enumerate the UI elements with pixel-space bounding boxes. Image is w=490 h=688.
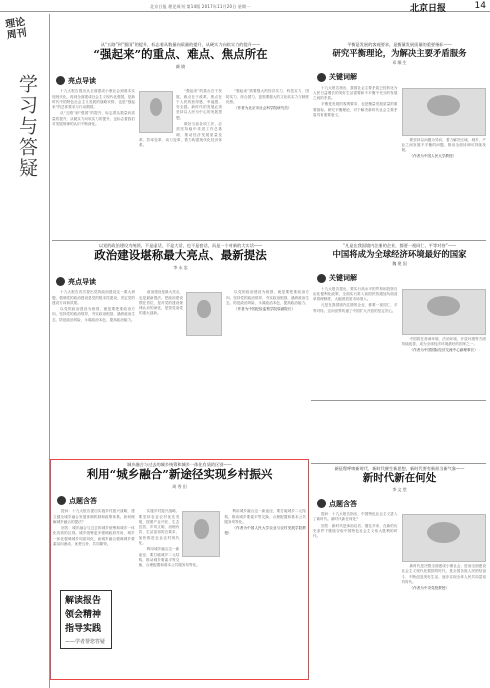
section-sidebar — [0, 14, 50, 688]
article-business-environment — [313, 243, 486, 398]
paragraph: 中国将在营商环境、法治环境、开放环境等方面持续改善，成为全球经济环境最好的国家之一。 — [401, 336, 486, 346]
paragraph: 以党的政治建设为统领，就是要把准政治方向，坚持党的政治领导，夯实政治根基，涵养政治生态，防范政治风险，永葆政治本色，提高政治能力。 — [52, 307, 135, 322]
author-note: （作者为中国纪检监察学院原副院长） — [234, 307, 296, 312]
article-headline: 利用“城乡融合”新途径实现乡村振兴 — [86, 467, 273, 481]
article-kicker: 从“五路”到“强国”的提升，标志着从数量向质量的提升，从硬实力向软实力的提升—— — [100, 42, 261, 47]
bullet-icon — [317, 274, 326, 283]
article-author: 邓 顺 生 — [392, 60, 407, 66]
paragraph: 平衡是发展的客观要求，也是衡量发展质量的重要指标。研究平衡理论，对于解决新时代社会主要矛盾具有重要意义。 — [313, 102, 398, 118]
paragraph: 回答：新时代是承前启后、继往开来、在新的历史条件下继续夺取中国特色社会主义伟大胜利的时代。 — [313, 523, 398, 539]
paragraph: 要坚持以问题为导向，着力解决区域、城乡、产业之间发展不平衡的问题，推动全面协调可持续发展。 — [401, 137, 486, 153]
paragraph: “强起来”需要强大的经济实力、科技实力、国防实力、综合国力，更需要强大的文化软实力与制度优势。 — [226, 89, 309, 104]
article-tag: 关键词解 — [317, 273, 357, 283]
article-author: 周 秀 田 — [172, 483, 187, 489]
section-title: 学习与答疑 — [16, 74, 38, 179]
slogan-line: 指导实践 — [65, 624, 102, 634]
paragraph: 以党的政治建设为统领，就是要把准政治方向，坚持党的政治领导，夯实政治根基，涵养政治生态，防范政治风险，永葆政治本色，提高政治能力。 — [226, 290, 309, 305]
paragraph: 政治建设是最大亮点，也是最新提法。把政治建设摆在首位，是对党的建设规律认识的深化，是管党治党的重大创新。 — [139, 290, 183, 316]
bullet-icon — [317, 73, 326, 82]
paragraph: 十九大报告提出，要实行高水平的贸易和投资自由化便利化政策，全面实行准入前国民待遇加负面清单管理制度，大幅度放宽市场准入。 — [313, 286, 398, 302]
article-headline: 政治建设堪称最大亮点、最新提法 — [94, 248, 267, 262]
bullet-icon — [56, 76, 65, 85]
paragraph: 回答：城乡融合与过去的城乡统筹和城乡一体化有质的区别。城乡统筹更多强调政府作用，城乡一体化强调城乡同质同化，而城乡融合强调城乡要素双向流动、优势互补、共同繁荣。 — [53, 526, 135, 547]
article-balance-theory — [313, 42, 486, 238]
paragraph: 提问：十九大报告提出实施乡村振兴战略，建立健全城乡融合发展体制机制和政策体系。如何理解城乡融合的提法？ — [53, 509, 135, 524]
paragraph: 从“五路”到“强国”的提升，标志着从数量向质量的提升，从硬实力向软实力的提升，也标志着我们对发展规律的认识不断深化。 — [52, 111, 135, 127]
slogan-subtitle: ——学者帮您答疑 — [65, 639, 106, 645]
article-kicker: 城乡融合与过去的城乡统筹和城乡一体化有质的区别—— — [127, 462, 232, 467]
article-author: 魏 建 国 — [392, 261, 407, 267]
page-header — [0, 0, 490, 12]
paragraph: 利用城乡融合这一新途径，要打破城乡二元结构，推动城乡要素平等交换、合理配置和基本公共服务均等化。 — [138, 547, 200, 568]
article-tag: 点题含答 — [57, 496, 97, 506]
article-tag: 亮点导读 — [56, 76, 96, 86]
article-new-era — [313, 466, 486, 680]
article-author: 李 永 忠 — [173, 264, 188, 270]
bullet-icon — [57, 496, 66, 505]
paragraph: 利用城乡融合这一新途径，要打破城乡二元结构，推动城乡要素平等交换、合理配置和基本公共服务均等化。 — [224, 509, 306, 524]
article-kicker: 以党的政治建设为统领，不是虚话，不是大话，也不是套话，而是一个对新的大实话—— — [98, 243, 263, 248]
paragraph: 十九大报告指出，我国社会主要矛盾已经转化为人民日益增长的美好生活需要和不平衡不充分的发展之间的矛盾。 — [313, 85, 398, 101]
paragraph: “强起来”的重点在于发展，难点在于改革，焦点在于人民的获得感、幸福感、安全感。新时代的发展必须坚持以人民为中心的发展思想。 — [176, 89, 222, 120]
article-kicker: 新征程呼唤新时代，新时代催生新思想，新时代要有新担当新气象—— — [334, 466, 465, 471]
article-headline: “强起来”的重点、难点、焦点所在 — [93, 47, 268, 61]
author-note: （作者为中国人民大学农业与农村发展学院教授） — [224, 526, 306, 536]
author-photo — [402, 88, 487, 136]
paragraph: 十九大报告提出从全面建成小康社会到基本实现现代化，再到全面建成社会主义现代化强国，是新时代中国特色社会主义发展的战略安排，也是“强起来”的总体要求与行动纲领。 — [52, 89, 135, 110]
slogan-line: 解读报告 — [65, 596, 102, 606]
author-photo — [402, 289, 487, 335]
paragraph: 实施乡村振兴战略，要坚持农业农村优先发展，按照产业兴旺、生态宜居、乡风文明、治理有效、生活富裕的总要求，加快推进农业农村现代化。 — [138, 509, 180, 546]
bullet-icon — [317, 499, 326, 508]
divider — [311, 463, 486, 464]
paragraph: 十九大报告首次提出党的政治建设这一重大命题，强调党的政治建设是党的根本性建设，决定党的建设方向和效果。 — [52, 290, 135, 305]
article-tag: 关键词解 — [317, 72, 357, 82]
slogan-line: 领会精神 — [65, 610, 102, 620]
paragraph: 新时代是决胜全面建成小康社会、进而全面建设社会主义现代化强国的时代，是全国各族人民团结奋斗、不断创造美好生活、逐步实现全体人民共同富裕的时代。 — [401, 564, 486, 584]
section-logo: 理论周刊 — [4, 16, 28, 42]
divider — [311, 400, 486, 401]
article-headline: 中国将成为全球经济环境最好的国家 — [332, 249, 467, 259]
article-kicker: 平衡是发展的客观要求，是衡量发展质量的重要指标—— — [347, 42, 452, 47]
author-note: （作者为中央党校教授） — [409, 586, 450, 591]
article-kicker: “凡是在我国境内注册的企业，都要一视同仁、平等对待”—— — [342, 243, 457, 248]
article-strong-focus — [52, 42, 309, 240]
author-note: （作者为中国国际经济交流中心副理事长） — [409, 348, 478, 353]
paragraph: 提问：十九大报告指出，中国特色社会主义进入了新时代。新时代新在何处？ — [313, 512, 398, 522]
article-tag: 点题含答 — [317, 499, 357, 509]
slogan-box — [60, 590, 112, 649]
paragraph: 凡是在我国境内注册的企业，都要一视同仁、平等对待。这向世界传递了中国扩大开放的坚定决心。 — [313, 303, 398, 313]
author-photo — [182, 511, 220, 557]
divider — [52, 240, 486, 241]
author-photo — [186, 292, 222, 336]
paragraph: 做好当前各项工作，必须坚持稳中求进工作总基调，推动经济发展质量变革、效率变革、动力变革，着力构建现代化经济体系。 — [139, 122, 222, 148]
newspaper-brand: 北京日报 — [409, 4, 446, 14]
article-tag: 亮点导读 — [56, 277, 96, 287]
header-meta: 北京日报 理论周刊 第14版 2017年11月20日 星期一 — [150, 4, 251, 9]
article-author: 李 文 堂 — [392, 486, 407, 492]
author-photo — [139, 91, 173, 133]
article-political-building — [52, 243, 309, 455]
author-note: （作者为中国人民大学教授） — [409, 154, 457, 159]
author-photo — [402, 514, 487, 562]
article-author: 颜 晓 — [175, 63, 186, 69]
page-number: 14 — [474, 1, 486, 11]
bullet-icon — [56, 277, 65, 286]
author-note: （作者为北京市社会科学院研究员） — [234, 106, 292, 111]
article-headline: 研究平衡理论，为解决主要矛盾服务 — [332, 48, 467, 58]
article-headline: 新时代新在何处 — [362, 472, 437, 484]
